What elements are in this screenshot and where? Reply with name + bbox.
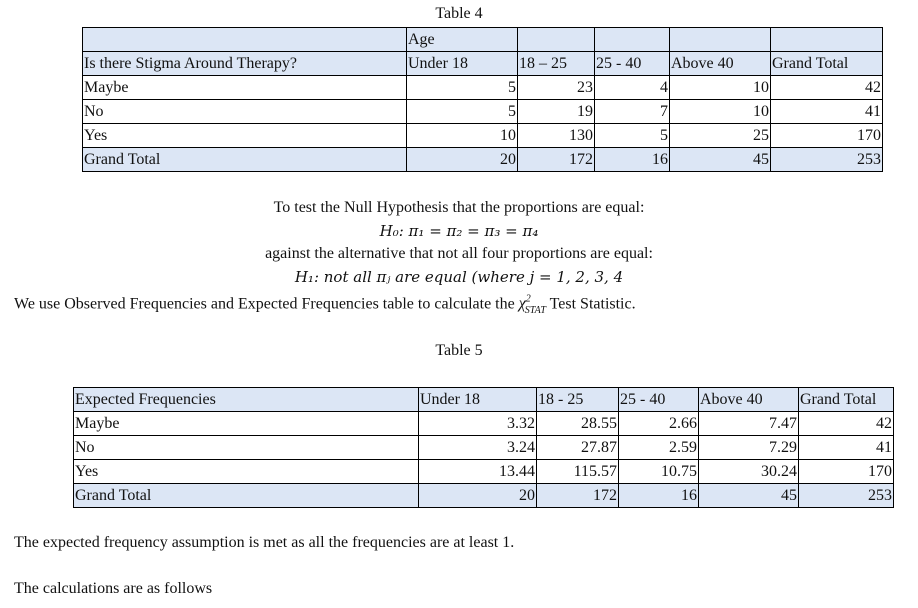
table4-header-row (83, 52, 883, 76)
calculations-text: The calculations are as follows (14, 580, 213, 597)
table-cell: 130 (518, 124, 595, 148)
null-hypothesis-formula: H₀: π₁ = π₂ = π₃ = π₄ (379, 222, 539, 240)
table5-caption: Table 5 (435, 342, 483, 359)
table-cell: 27.87 (537, 436, 619, 460)
table-cell: 42 (799, 412, 894, 436)
row-label: Yes (83, 124, 407, 148)
table4-age-spacer (670, 28, 771, 52)
table4-age-spacer (771, 28, 883, 52)
table-cell: 5 (595, 124, 670, 148)
table-cell: 10 (407, 124, 518, 148)
chi-square-symbol: $\chi^2_{STAT}$ (518, 294, 546, 316)
table5-col-header: Above 40 (699, 388, 799, 412)
row-label: No (74, 436, 419, 460)
table-cell: 253 (771, 148, 883, 172)
table-cell: 172 (537, 484, 619, 508)
table-cell: 42 (771, 76, 883, 100)
table-cell: 7.29 (699, 436, 799, 460)
table4-age-row (83, 28, 883, 52)
table-cell: 20 (419, 484, 537, 508)
table-cell: 5 (407, 100, 518, 124)
statistic-sentence-end: Test Statistic. (545, 295, 636, 313)
table4-col-header: Under 18 (407, 52, 518, 76)
table-cell: 3.24 (419, 436, 537, 460)
table4-row-header: Is there Stigma Around Therapy? (83, 52, 407, 76)
row-label: Grand Total (74, 484, 419, 508)
table-cell: 10 (670, 100, 771, 124)
table-cell: 4 (595, 76, 670, 100)
table4-col-header: 18 – 25 (518, 52, 595, 76)
table-cell: 28.55 (537, 412, 619, 436)
table4-age-spacer (595, 28, 670, 52)
table-cell: 253 (799, 484, 894, 508)
table-cell: 25 (670, 124, 771, 148)
table4 (82, 27, 883, 172)
table5 (73, 387, 894, 508)
alt-intro-text: against the alternative that not all four proportions are equal: (265, 245, 653, 262)
table5-title-cell: Expected Frequencies (74, 388, 419, 412)
table4-corner-cell (83, 28, 407, 52)
table-row (74, 412, 894, 436)
table-cell: 23 (518, 76, 595, 100)
table-cell: 7.47 (699, 412, 799, 436)
table5-col-header: Under 18 (419, 388, 537, 412)
statistic-sentence-start: We use Observed Frequencies and Expected Frequencies table to calculate the (14, 295, 519, 313)
table-cell: 19 (518, 100, 595, 124)
table4-col-header: 25 - 40 (595, 52, 670, 76)
alt-hypothesis-formula: H₁: not all πⱼ are equal (where j = 1, 2, 3, 4 (294, 268, 624, 286)
table-cell: 2.66 (619, 412, 699, 436)
table-cell: 45 (699, 484, 799, 508)
table-cell: 170 (771, 124, 883, 148)
table4-col-header: Grand Total (771, 52, 883, 76)
table5-col-header: Grand Total (799, 388, 894, 412)
row-label: Maybe (74, 412, 419, 436)
table-cell: 20 (407, 148, 518, 172)
table-cell: 5 (407, 76, 518, 100)
grand-total-row (83, 148, 883, 172)
table-row (83, 76, 883, 100)
table4-caption: Table 4 (435, 5, 483, 22)
chi-square-subscript: STAT (524, 304, 546, 316)
table4-age-label: Age (407, 28, 518, 52)
row-label: No (83, 100, 407, 124)
table-cell: 10.75 (619, 460, 699, 484)
table-cell: 170 (799, 460, 894, 484)
chi-square-superscript: 2 (525, 294, 531, 305)
table-cell: 115.57 (537, 460, 619, 484)
table-cell: 2.59 (619, 436, 699, 460)
table-row (83, 100, 883, 124)
table4-col-header: Above 40 (670, 52, 771, 76)
table5-col-header: 18 - 25 (537, 388, 619, 412)
table-cell: 3.32 (419, 412, 537, 436)
null-intro-text: To test the Null Hypothesis that the proportions are equal: (273, 199, 645, 216)
table-row (74, 460, 894, 484)
table-cell: 16 (595, 148, 670, 172)
table-row (74, 436, 894, 460)
row-label: Yes (74, 460, 419, 484)
table-cell: 30.24 (699, 460, 799, 484)
table-cell: 7 (595, 100, 670, 124)
table-cell: 45 (670, 148, 771, 172)
table-cell: 16 (619, 484, 699, 508)
table4-age-spacer (518, 28, 595, 52)
table-cell: 172 (518, 148, 595, 172)
table5-col-header: 25 - 40 (619, 388, 699, 412)
table-cell: 10 (670, 76, 771, 100)
statistic-sentence (14, 294, 636, 316)
grand-total-row (74, 484, 894, 508)
row-label: Maybe (83, 76, 407, 100)
assumption-text: The expected frequency assumption is met as all the frequencies are at least 1. (14, 534, 515, 551)
table-row (83, 124, 883, 148)
table5-header-row (74, 388, 894, 412)
row-label: Grand Total (83, 148, 407, 172)
table-cell: 13.44 (419, 460, 537, 484)
table-cell: 41 (799, 436, 894, 460)
table-cell: 41 (771, 100, 883, 124)
